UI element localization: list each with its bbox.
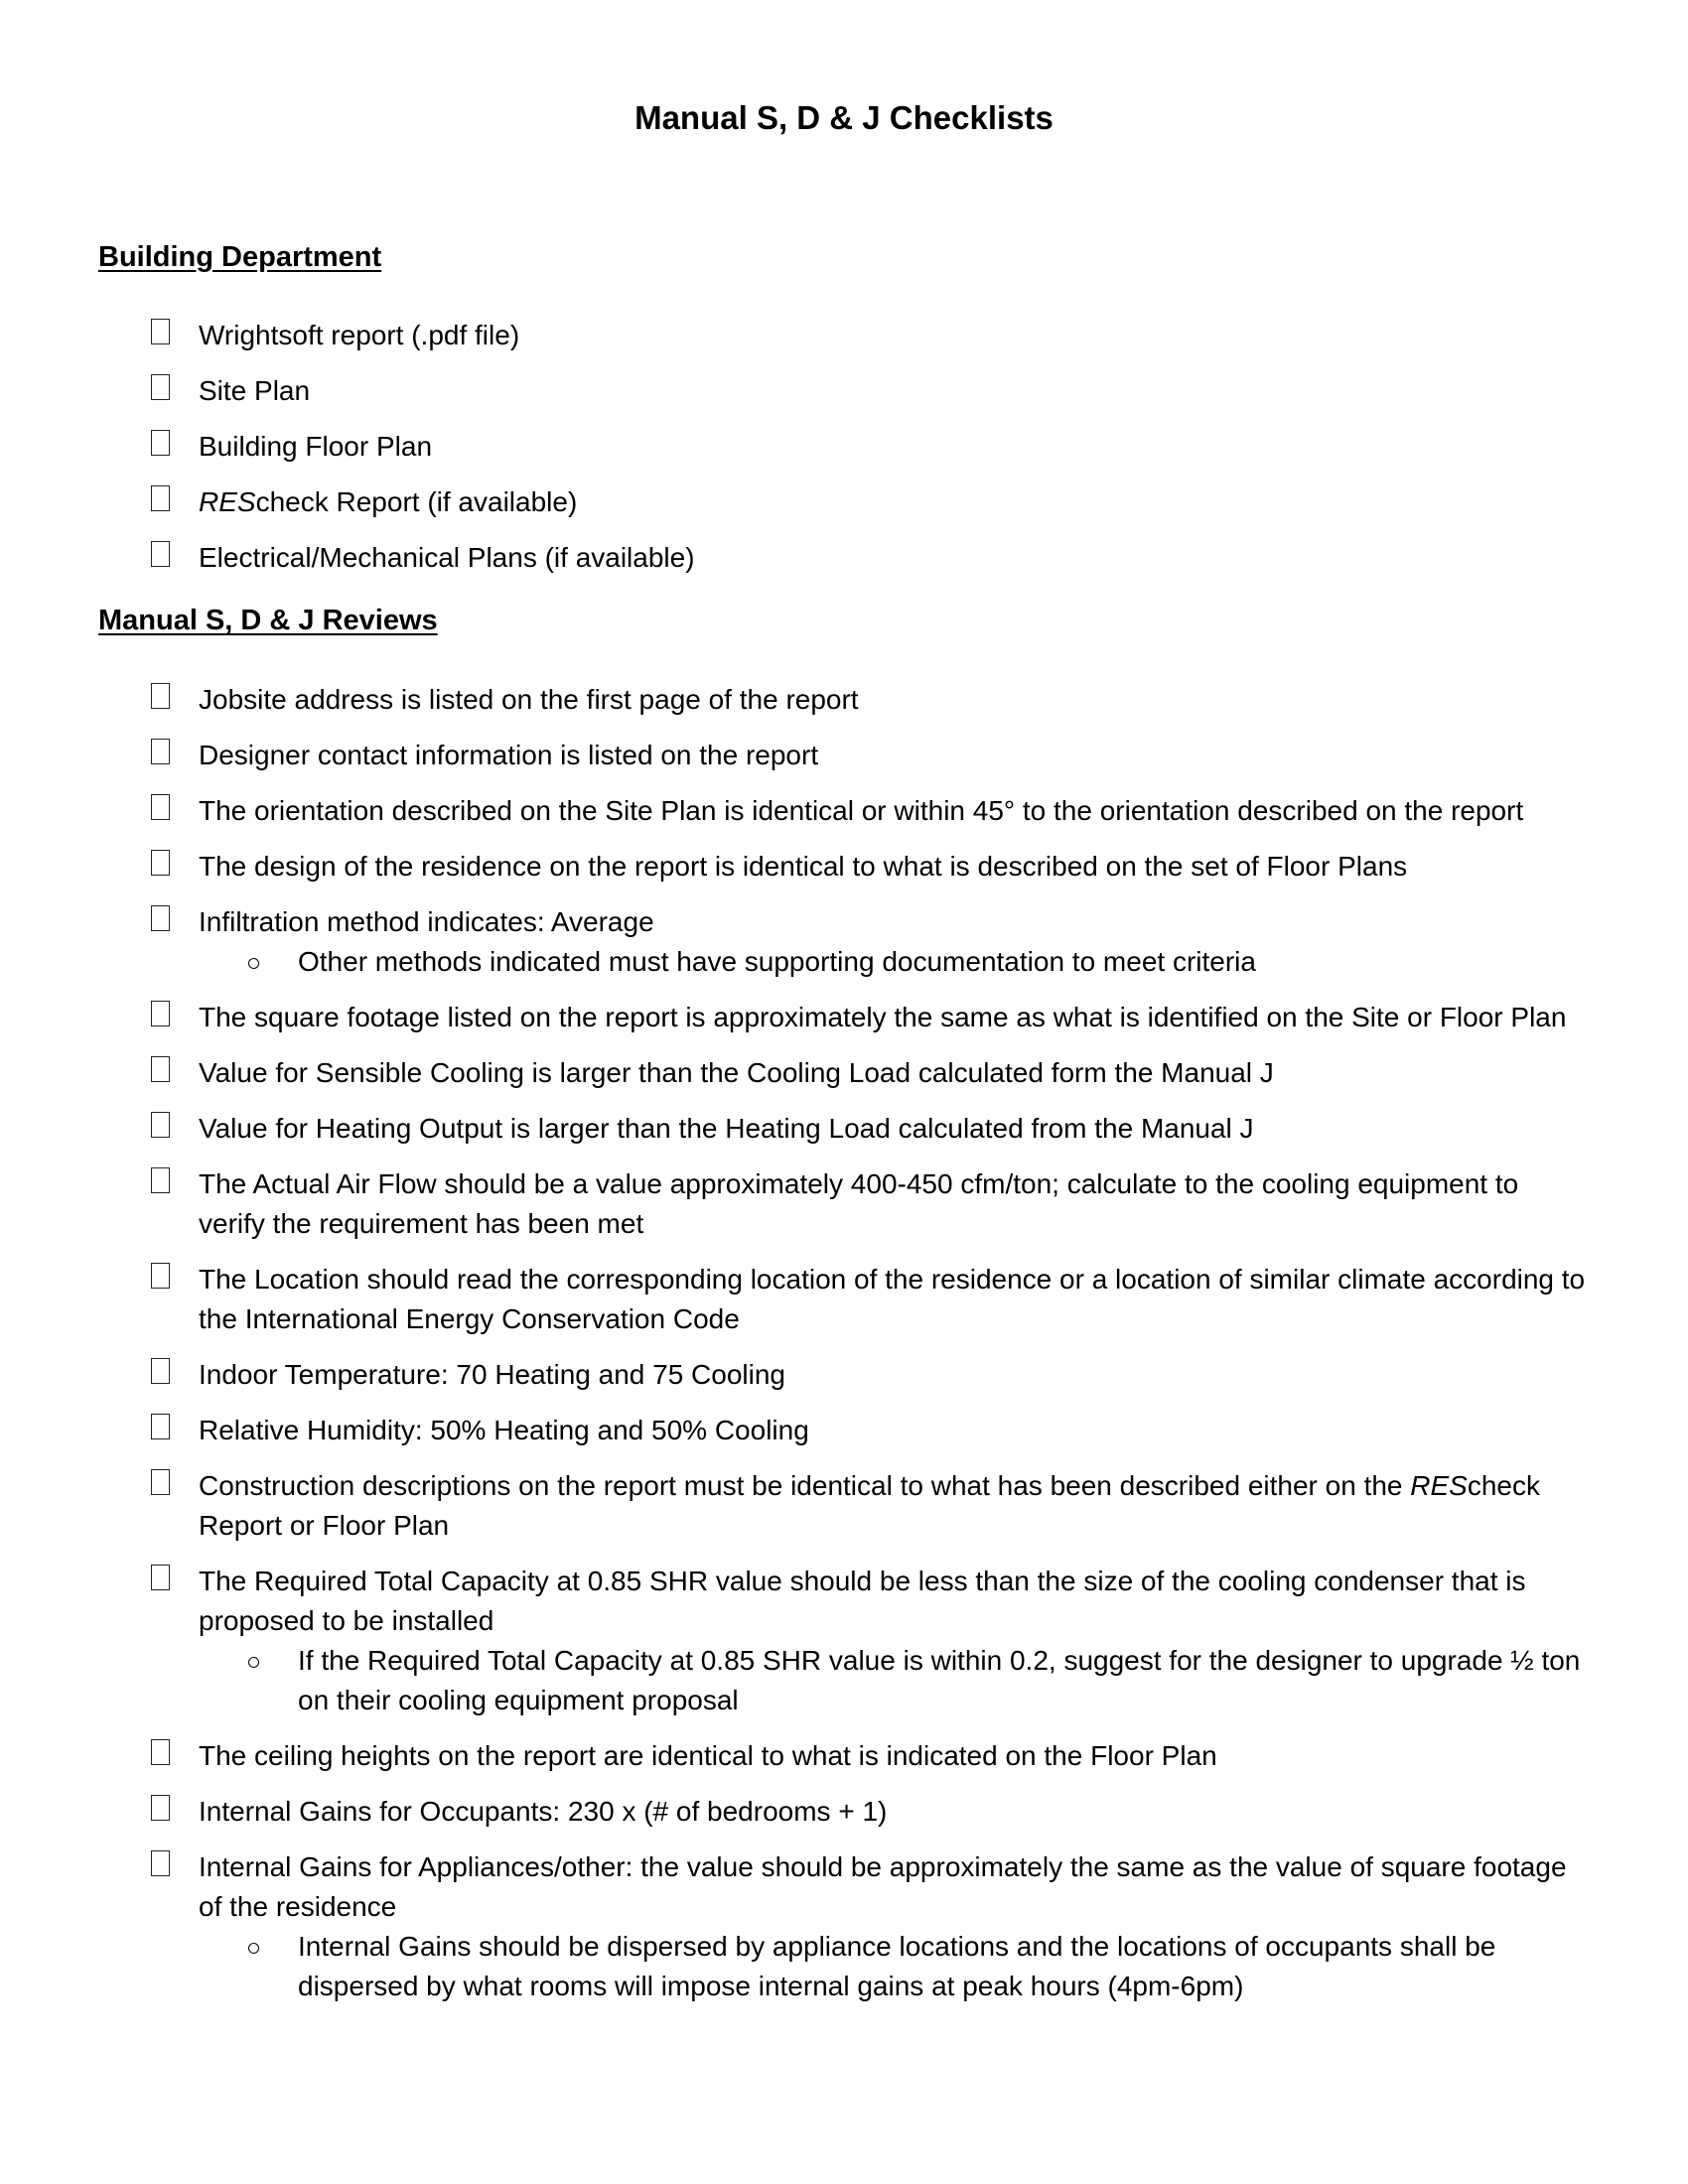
checklist-item: Designer contact information is listed on the report — [0, 736, 1688, 775]
checkbox[interactable] — [151, 319, 170, 344]
checkbox[interactable] — [151, 374, 170, 400]
checkbox[interactable] — [151, 1001, 170, 1026]
page-title: Manual S, D & J Checklists — [634, 99, 1054, 136]
circle-bullet-icon — [248, 958, 259, 969]
checklist-item: The ceiling heights on the report are identical to what is indicated on the Floor Plan — [0, 1736, 1688, 1776]
checkbox[interactable] — [151, 541, 170, 567]
circle-bullet-icon — [248, 1943, 259, 1954]
checklist-item: Building Floor Plan — [0, 427, 1688, 467]
checklist-item: Construction descriptions on the report must be identical to what has been described either on the REScheck Report or Floor Plan — [0, 1466, 1688, 1546]
checklist-item: Value for Heating Output is larger than the Heating Load calculated from the Manual J — [0, 1109, 1688, 1149]
checkbox[interactable] — [151, 1565, 170, 1590]
checkbox[interactable] — [151, 1469, 170, 1495]
checklist-item: Indoor Temperature: 70 Heating and 75 Cooling — [0, 1355, 1688, 1395]
section-heading-building-department: Building Department — [98, 241, 382, 273]
checkbox[interactable] — [151, 1167, 170, 1193]
checkbox[interactable] — [151, 1739, 170, 1765]
checkbox[interactable] — [151, 1112, 170, 1138]
checkbox[interactable] — [151, 1414, 170, 1439]
checklist-item: Site Plan — [0, 371, 1688, 411]
building-department-checklist — [0, 316, 1688, 578]
checklist-item: Electrical/Mechanical Plans (if available) — [0, 538, 1688, 578]
checklist-item: The square footage listed on the report is approximately the same as what is identified on the Site or Floor Plan — [0, 998, 1688, 1037]
checkbox[interactable] — [151, 1850, 170, 1876]
checkbox[interactable] — [151, 1263, 170, 1289]
checklist-item: REScheck Report (if available) — [0, 482, 1688, 522]
checkbox[interactable] — [151, 739, 170, 764]
checklist-item: The Required Total Capacity at 0.85 SHR value should be less than the size of the cooling condenser that is proposed to be installed If the Required Total Capacity at 0.85 SHR value is within 0.2, suggest for the designer to upgrade ½ ton on their cooling equipment proposal — [0, 1562, 1688, 1720]
checklist-item: Wrightsoft report (.pdf file) — [0, 316, 1688, 355]
circle-bullet-icon — [248, 1657, 259, 1668]
checkbox[interactable] — [151, 905, 170, 931]
sub-item: Other methods indicated must have supporting documentation to meet criteria — [199, 942, 1589, 982]
checkbox[interactable] — [151, 1358, 170, 1384]
checklist-item: Internal Gains for Appliances/other: the value should be approximately the same as the value of square footage of the residence Internal Gains should be dispersed by appliance locations and the locations of occupants shall be dispersed by what rooms will impose internal gains at peak hours (4pm-6pm) — [0, 1847, 1688, 2006]
checklist-item: The Actual Air Flow should be a value approximately 400-450 cfm/ton; calculate to the cooling equipment to verify the requirement has been met — [0, 1164, 1688, 1244]
checklist-item: Infiltration method indicates: Average Other methods indicated must have supporting documentation to meet criteria — [0, 902, 1688, 982]
reviews-checklist — [0, 680, 1688, 2006]
checkbox[interactable] — [151, 794, 170, 820]
checkbox[interactable] — [151, 1795, 170, 1821]
checkbox[interactable] — [151, 430, 170, 456]
checklist-item: Internal Gains for Occupants: 230 x (# of bedrooms + 1) — [0, 1792, 1688, 1832]
section-heading-reviews: Manual S, D & J Reviews — [98, 605, 438, 636]
sub-item: If the Required Total Capacity at 0.85 SHR value is within 0.2, suggest for the designer to upgrade ½ ton on their cooling equipment proposal — [199, 1641, 1589, 1720]
checklist-item: The orientation described on the Site Plan is identical or within 45° to the orientation described on the report — [0, 791, 1688, 831]
checkbox[interactable] — [151, 683, 170, 709]
checklist-item: Jobsite address is listed on the first page of the report — [0, 680, 1688, 720]
checkbox[interactable] — [151, 485, 170, 511]
checkbox[interactable] — [151, 850, 170, 876]
checklist-item: Value for Sensible Cooling is larger than the Cooling Load calculated form the Manual J — [0, 1053, 1688, 1093]
checklist-item: The design of the residence on the report is identical to what is described on the set of Floor Plans — [0, 847, 1688, 887]
sub-item: Internal Gains should be dispersed by appliance locations and the locations of occupants shall be dispersed by what rooms will impose internal gains at peak hours (4pm-6pm) — [199, 1927, 1589, 2006]
checklist-item: The Location should read the corresponding location of the residence or a location of similar climate according to the International Energy Conservation Code — [0, 1260, 1688, 1339]
checkbox[interactable] — [151, 1056, 170, 1082]
checklist-item: Relative Humidity: 50% Heating and 50% Cooling — [0, 1411, 1688, 1450]
